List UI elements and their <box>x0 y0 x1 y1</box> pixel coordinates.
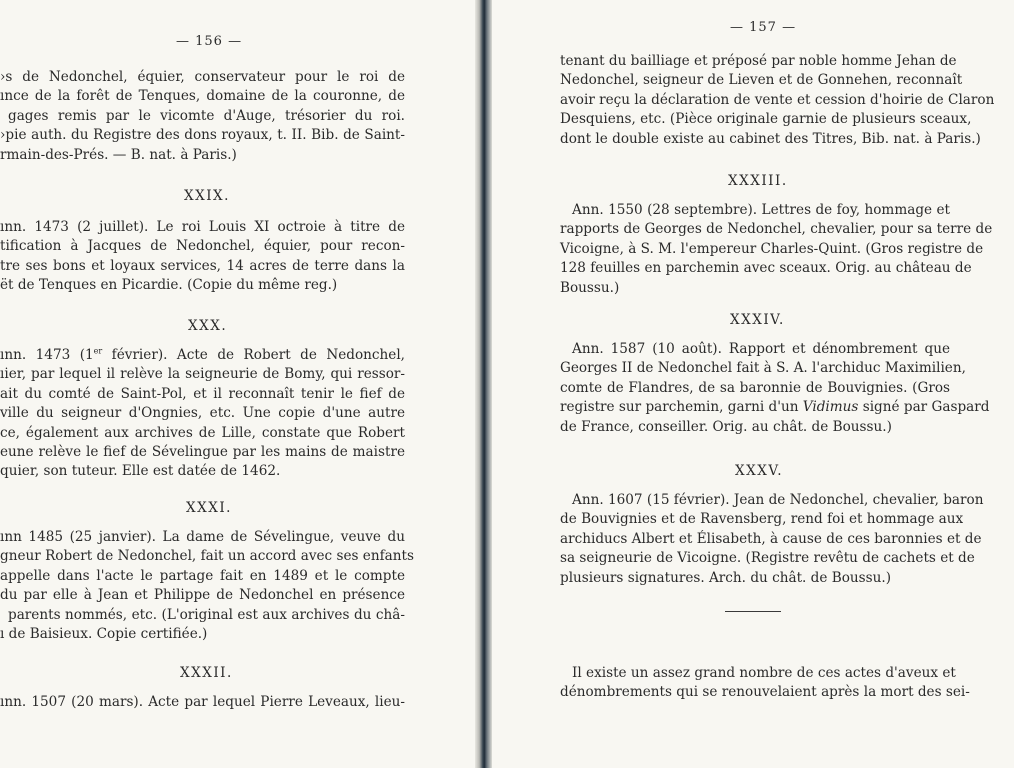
closing-paragraph <box>560 664 970 703</box>
text-line: Vicoigne, à S. M. l'empereur Charles-Quint. (Gros registre de <box>560 240 984 257</box>
text-line: ı de Baisieux. Copie certifiée.) <box>0 626 208 643</box>
section-heading-xxix: XXIX. <box>184 188 230 204</box>
text-line: archiducs Albert et Élisabeth, à cause de ces baronnies et de <box>560 530 982 547</box>
text-line: rmain-des-Prés. — B. nat. à Paris.) <box>0 146 237 163</box>
text-line: Ann. 1550 (28 septembre). Lettres de foy, hommage et <box>572 202 950 218</box>
text-line: ınn. 1507 (20 mars). Acte par lequel Pierre Leveaux, lieu- <box>0 694 405 710</box>
text-line: quier, son tuteur. Elle est datée de 1462. <box>0 463 281 480</box>
page-number-156: — 156 — <box>176 34 243 49</box>
section-heading-xxxii: XXXII. <box>180 665 233 681</box>
section-xxxv-text <box>560 491 984 588</box>
text-line: du par elle à Jean et Philippe de Nedonchel en présence <box>0 587 405 604</box>
section-xxxi-text <box>0 528 414 644</box>
section-heading-xxx: XXX. <box>188 318 228 334</box>
text-line: ›s de Nedonchel, équier, conservateur pour le roi de <box>0 69 405 85</box>
right-intro-paragraph <box>560 52 995 149</box>
text-line: Il existe un assez grand nombre de ces actes d'aveux et <box>572 665 956 681</box>
text-line: gneur Robert de Nedonchel, fait un accord avec ses enfants <box>0 548 414 565</box>
text-line: ët de Tenques en Picardie. (Copie du même reg.) <box>0 277 338 294</box>
text-line: de Bouvignies et de Ravensberg, rend foi et hommage aux <box>560 511 964 528</box>
section-xxxii-text <box>0 693 405 712</box>
text-line: 128 feuilles en parchemin avec sceaux. Orig. au château de <box>560 260 972 277</box>
section-heading-xxxi: XXXI. <box>186 500 232 516</box>
section-heading-xxxiii: XXXIII. <box>728 173 788 189</box>
text-line: ınn. 1473 (1er février). Acte de Robert de Nedonchel, <box>0 346 405 363</box>
text-line: dénombrements qui se renouvelaient après la mort des sei- <box>560 684 970 701</box>
section-xxxiii-text <box>560 201 993 298</box>
book-gutter <box>475 0 492 768</box>
section-xxix-text <box>0 218 405 296</box>
left-intro-paragraph <box>0 68 405 165</box>
section-xxx-text <box>0 346 405 482</box>
text-line: comte de Flandres, de sa baronnie de Bouvignies. (Gros <box>560 379 950 396</box>
text-line: Boussu.) <box>560 279 620 296</box>
text-line: tification à Jacques de Nedonchel, équier, pour recon- <box>0 238 405 255</box>
section-heading-xxxv: XXXV. <box>735 463 784 479</box>
text-line: dont le double existe au cabinet des Titres, Bib. nat. à Paris.) <box>560 130 981 147</box>
text-line: Ann. 1587 (10 août). Rapport et dénombrement que <box>572 341 950 357</box>
text-line: ›pie auth. du Registre des dons royaux, t. II. Bib. de Saint- <box>0 127 405 144</box>
text-line: parents nommés, etc. (L'original est aux archives du châ- <box>8 606 405 623</box>
text-line: tenant du bailliage et préposé par noble homme Jehan de <box>560 53 957 69</box>
separator-rule <box>725 611 781 612</box>
text-line: Nedonchel, seigneur de Lieven et de Gonnehen, reconnaît <box>560 72 963 89</box>
text-line: plusieurs signatures. Arch. du chât. de Boussu.) <box>560 569 891 586</box>
text-line: Ann. 1607 (15 février). Jean de Nedonchel, chevalier, baron <box>572 492 984 508</box>
left-page <box>0 0 475 768</box>
text-line: Georges II de Nedonchel fait à S. A. l'archiduc Maximilien, <box>560 360 966 377</box>
text-line: ville du seigneur d'Ongnies, etc. Une copie d'une autre <box>0 405 405 422</box>
text-line: eune relève le fief de Sévelingue par les mains de maistre <box>0 444 405 461</box>
text-line: gages remis par le vicomte d'Auge, trésorier du roi. <box>8 107 405 124</box>
text-line: avoir reçu la déclaration de vente et cession d'hoirie de Claron <box>560 91 995 108</box>
page-number-157: — 157 — <box>730 20 797 35</box>
text-line: appelle dans l'acte le partage fait en 1489 et le compte <box>0 567 405 584</box>
text-line: de France, conseiller. Orig. au chât. de Boussu.) <box>560 418 892 435</box>
right-page <box>492 0 1014 768</box>
text-line: Desquiens, etc. (Pièce originale garnie de plusieurs sceaux, <box>560 111 972 128</box>
text-line: ce, également aux archives de Lille, constate que Robert <box>0 424 405 441</box>
text-line: ınce de la forêt de Tenques, domaine de la couronne, de <box>0 88 405 105</box>
text-line: rapports de Georges de Nedonchel, chevalier, pour sa terre de <box>560 221 993 238</box>
text-line: tre ses bons et loyaux services, 14 acres de terre dans la <box>0 257 405 274</box>
text-line: ınn 1485 (25 janvier). La dame de Sévelingue, veuve du <box>0 529 405 545</box>
text-line: sa seigneurie de Vicoigne. (Registre revêtu de cachets et de <box>560 550 975 567</box>
text-line: ınn. 1473 (2 juillet). Le roi Louis XI octroie à titre de <box>0 219 405 235</box>
text-line: ıier, par lequel il relève la seigneurie de Bomy, qui ressor- <box>0 366 405 383</box>
text-line: registre sur parchemin, garni d'un Vidimus signé par Gaspard <box>560 399 990 416</box>
section-heading-xxxiv: XXXIV. <box>730 312 785 328</box>
section-xxxiv-text <box>560 340 990 437</box>
text-line: ait du comté de Saint-Pol, et il reconnaît tenir le fief de <box>0 385 405 402</box>
